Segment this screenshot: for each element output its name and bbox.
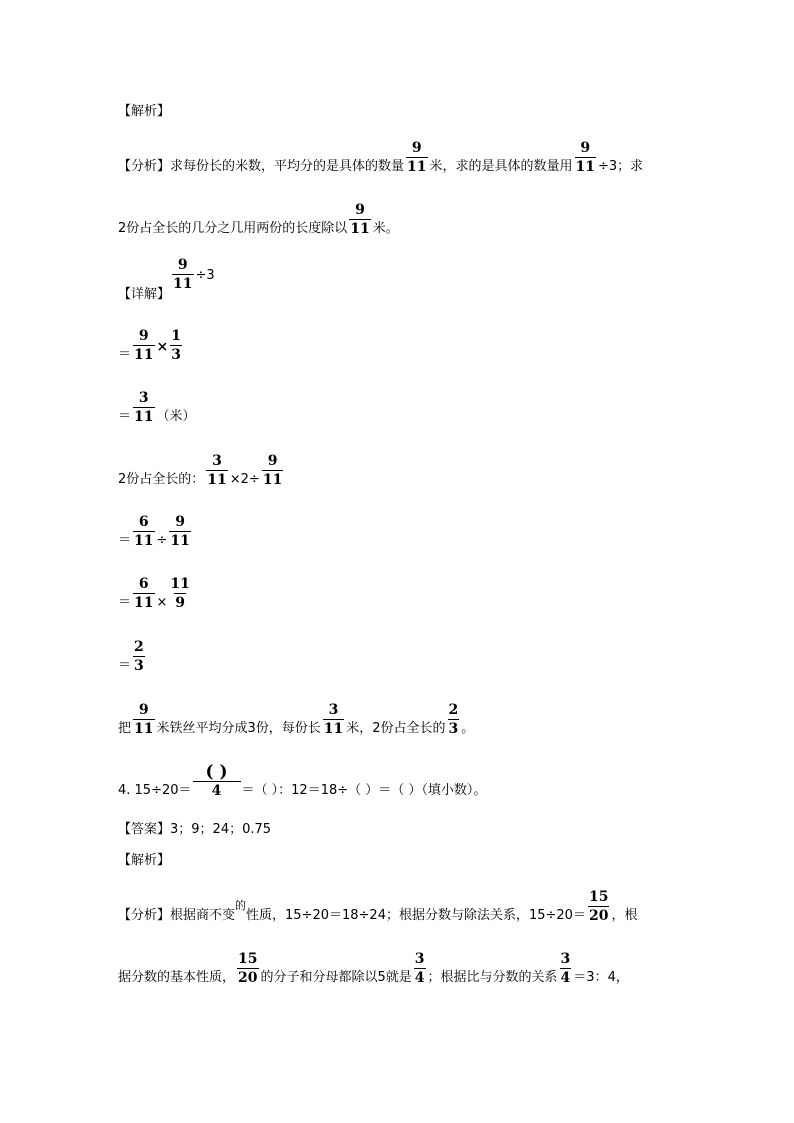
fraction: $\frac{9}{11}$ xyxy=(173,257,193,292)
question-4: 4. 15÷20＝ $\frac{( )}{4}$ ＝（ ）：12＝18÷（ ）＝（ ）（填小数）。 xyxy=(118,762,487,799)
fraction: $\frac{15}{20}$ xyxy=(588,889,609,924)
fraction: $\frac{3}{4}$ xyxy=(560,951,571,986)
fraction-blank: $\frac{( )}{4}$ xyxy=(194,764,240,799)
fraction: $\frac{9}{11}$ xyxy=(407,140,427,175)
fraction: $\frac{3}{11}$ xyxy=(134,390,154,425)
fraction: $\frac{9}{11}$ xyxy=(170,514,190,549)
fraction: $\frac{15}{20}$ xyxy=(238,951,258,986)
analysis-line-1: 【分析】求每份长的米数，平均分的是具体的数量 $\frac{9}{11}$ 米，求的是具体的数量用 $\frac{9}{11}$ ÷3；求 xyxy=(118,140,644,175)
fraction: $\frac{3}{11}$ xyxy=(207,453,227,488)
detail-line: 【详解】 $\frac{9}{11}$ ÷3 xyxy=(118,257,215,302)
step-5: ＝ $\frac{6}{11}$ × $\frac{11}{9}$ xyxy=(118,576,190,611)
fraction: $\frac{9}{11}$ xyxy=(262,453,283,488)
fraction: $\frac{3}{4}$ xyxy=(414,951,425,986)
fraction: $\frac{6}{11}$ xyxy=(134,514,154,549)
fraction: $\frac{9}{11}$ xyxy=(134,328,154,363)
fraction: $\frac{2}{3}$ xyxy=(134,639,144,674)
analysis-2-line-2: 据分数的基本性质， $\frac{15}{20}$ 的分子和分母都除以5就是 $\frac{3}{4}$ ；根据比与分数的关系 $\frac{3}{4}$ ＝3：4， xyxy=(118,951,629,986)
fraction: $\frac{9}{11}$ xyxy=(575,140,595,175)
step-1: ＝ $\frac{9}{11}$ × $\frac{1}{3}$ xyxy=(118,328,181,363)
step-2: ＝ $\frac{3}{11}$ （米） xyxy=(118,390,196,425)
step-4: ＝ $\frac{6}{11}$ ÷ $\frac{9}{11}$ xyxy=(118,514,190,549)
fraction: $\frac{1}{3}$ xyxy=(171,328,181,363)
fraction: $\frac{9}{11}$ xyxy=(134,702,154,737)
answer-line: 【答案】3；9；24；0.75 xyxy=(118,822,272,837)
analysis-line-2: 2份占全长的几分之几用两份的长度除以 $\frac{9}{11}$ 米。 xyxy=(118,202,399,237)
fraction: $\frac{2}{3}$ xyxy=(448,702,459,737)
fraction: $\frac{9}{11}$ xyxy=(350,202,370,237)
fraction: $\frac{6}{11}$ xyxy=(134,576,154,611)
heading-jiexi-2: 【解析】 xyxy=(118,853,171,868)
analysis-2-line-1: 【分析】根据商不变 的 性质，15÷20＝18÷24；根据分数与除法关系，15÷20＝ $\frac{15}{20}$ ，根 xyxy=(118,889,638,924)
step-6: ＝ $\frac{2}{3}$ xyxy=(118,639,144,674)
fraction: $\frac{11}{9}$ xyxy=(170,576,190,611)
conclusion-line: 把 $\frac{9}{11}$ 米铁丝平均分成3份，每份长 $\frac{3}{11}$ 米，2份占全长的 $\frac{2}{3}$ 。 xyxy=(118,702,475,737)
heading-jiexi-1: 【解析】 xyxy=(118,104,171,119)
fraction: $\frac{3}{11}$ xyxy=(323,702,344,737)
step-3: 2份占全长的： $\frac{3}{11}$ ×2÷ $\frac{9}{11}$ xyxy=(118,453,283,488)
